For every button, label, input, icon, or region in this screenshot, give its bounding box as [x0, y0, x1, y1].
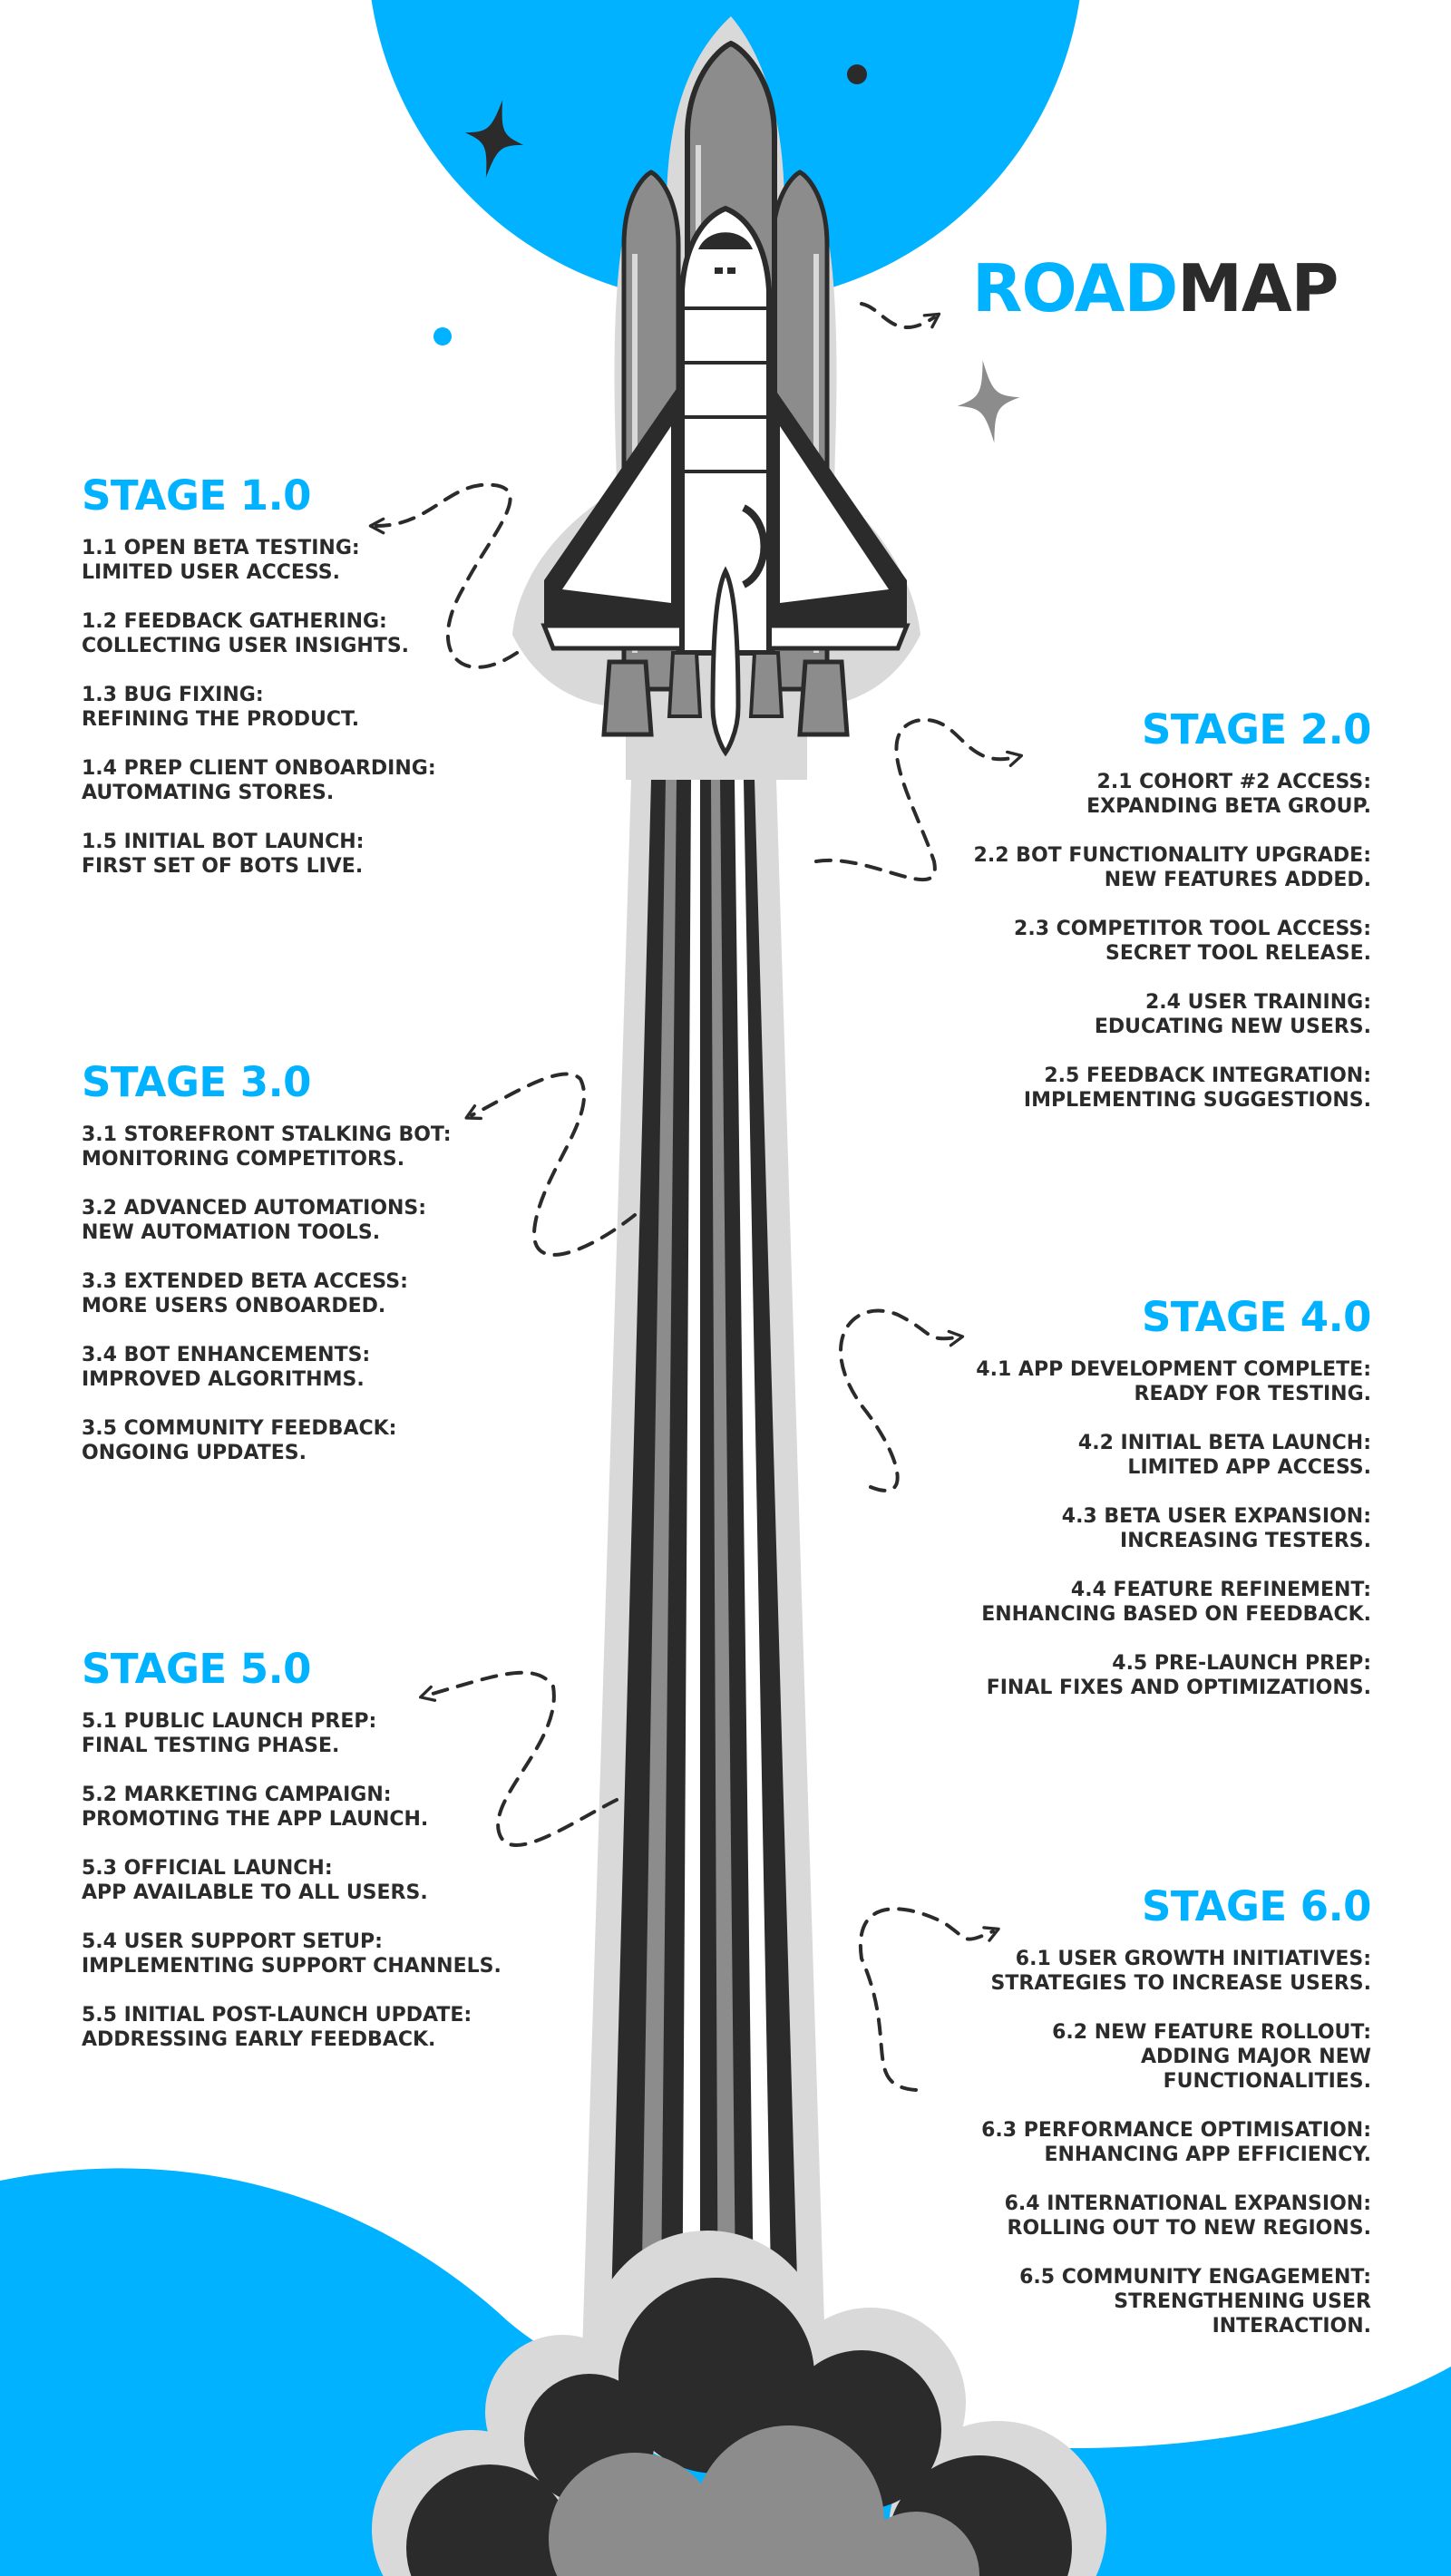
- stage-item: [900, 770, 1371, 819]
- stage-title: STAGE 1.0: [82, 471, 311, 520]
- item-description: APP AVAILABLE TO ALL USERS.: [82, 1881, 428, 1904]
- roadmap-title: [972, 250, 1339, 326]
- stage-title: STAGE 3.0: [82, 1058, 311, 1106]
- item-description: AUTOMATING STORES.: [82, 782, 335, 804]
- item-heading: 4.4 FEATURE REFINEMENT:: [1070, 1579, 1371, 1601]
- item-heading: 6.2 NEW FEATURE ROLLOUT:: [1052, 2021, 1371, 2044]
- item-heading: 1.4 PREP CLIENT ONBOARDING:: [82, 757, 436, 780]
- stage-section-2: [900, 705, 1371, 1137]
- stage-item: [82, 1783, 553, 1832]
- stage-item: [900, 1064, 1371, 1113]
- stage-item: [900, 1504, 1371, 1553]
- stage-item: [82, 756, 553, 805]
- item-heading: 2.1 COHORT #2 ACCESS:: [1096, 771, 1371, 793]
- item-description: SECRET TOOL RELEASE.: [1105, 942, 1371, 965]
- item-description: STRATEGIES TO INCREASE USERS.: [990, 1972, 1371, 1995]
- item-heading: 5.5 INITIAL POST-LAUNCH UPDATE:: [82, 2004, 472, 2027]
- item-heading: 6.3 PERFORMANCE OPTIMISATION:: [981, 2119, 1371, 2142]
- item-heading: 5.4 USER SUPPORT SETUP:: [82, 1930, 383, 1953]
- item-description: REFINING THE PRODUCT.: [82, 708, 360, 731]
- item-description: MONITORING COMPETITORS.: [82, 1148, 405, 1171]
- stage-item: [82, 1709, 553, 1758]
- stage-section-4: [900, 1293, 1371, 1725]
- stage-item: [900, 990, 1371, 1039]
- stage-item: [82, 2003, 553, 2052]
- item-heading: 5.2 MARKETING CAMPAIGN:: [82, 1784, 392, 1806]
- stage-item: [900, 2265, 1371, 2338]
- stage-item: [900, 843, 1371, 892]
- stage-item: [900, 2118, 1371, 2167]
- item-heading: 3.2 ADVANCED AUTOMATIONS:: [82, 1197, 427, 1220]
- item-heading: 1.5 INITIAL BOT LAUNCH:: [82, 831, 365, 853]
- stage-item: [900, 2192, 1371, 2241]
- sparkle-icon: [951, 356, 1025, 448]
- item-description-continued: INTERACTION.: [1212, 2315, 1371, 2338]
- stage-item: [900, 1947, 1371, 1996]
- item-description: IMPROVED ALGORITHMS.: [82, 1368, 365, 1391]
- item-description: IMPLEMENTING SUPPORT CHANNELS.: [82, 1955, 502, 1978]
- item-description: EDUCATING NEW USERS.: [1094, 1016, 1371, 1038]
- item-description: EXPANDING BETA GROUP.: [1086, 795, 1371, 818]
- stage-item: [900, 917, 1371, 966]
- dot-icon: [847, 64, 867, 84]
- item-description: READY FOR TESTING.: [1134, 1383, 1371, 1405]
- item-heading: 1.2 FEEDBACK GATHERING:: [82, 610, 387, 633]
- item-heading: 6.1 USER GROWTH INITIATIVES:: [1015, 1948, 1371, 1970]
- dot-icon: [930, 209, 948, 227]
- item-description: NEW AUTOMATION TOOLS.: [82, 1221, 381, 1244]
- item-description: ENHANCING APP EFFICIENCY.: [1044, 2143, 1371, 2166]
- item-heading: 2.2 BOT FUNCTIONALITY UPGRADE:: [973, 844, 1371, 867]
- item-heading: 2.4 USER TRAINING:: [1145, 991, 1371, 1014]
- stage-section-6: [900, 1882, 1371, 2363]
- item-heading: 6.4 INTERNATIONAL EXPANSION:: [1004, 2192, 1371, 2215]
- item-heading: 5.3 OFFICIAL LAUNCH:: [82, 1857, 333, 1880]
- item-heading: 4.1 APP DEVELOPMENT COMPLETE:: [976, 1358, 1371, 1381]
- item-heading: 4.2 INITIAL BETA LAUNCH:: [1077, 1432, 1371, 1454]
- exhaust-trail: [580, 780, 827, 2412]
- item-heading: 3.4 BOT ENHANCEMENTS:: [82, 1344, 371, 1366]
- item-heading: 2.3 COMPETITOR TOOL ACCESS:: [1014, 918, 1371, 940]
- stage-item: [900, 2020, 1371, 2094]
- item-description: FINAL FIXES AND OPTIMIZATIONS.: [986, 1677, 1371, 1699]
- item-description: ENHANCING BASED ON FEEDBACK.: [981, 1603, 1371, 1626]
- item-description: ADDING MAJOR NEW: [1141, 2046, 1371, 2068]
- item-heading: 1.3 BUG FIXING:: [82, 684, 264, 706]
- item-heading: 1.1 OPEN BETA TESTING:: [82, 537, 360, 559]
- item-description: COLLECTING USER INSIGHTS.: [82, 635, 410, 657]
- stage-title: STAGE 5.0: [82, 1645, 311, 1693]
- stage-title: STAGE 4.0: [1142, 1293, 1371, 1341]
- title-road-part: ROAD: [972, 250, 1178, 326]
- item-description: STRENGTHENING USER: [1114, 2290, 1371, 2313]
- item-description: FIRST SET OF BOTS LIVE.: [82, 855, 364, 878]
- stage-item: [82, 1856, 553, 1905]
- item-heading: 4.3 BETA USER EXPANSION:: [1061, 1505, 1371, 1528]
- item-description: PROMOTING THE APP LAUNCH.: [82, 1808, 429, 1831]
- item-description-continued: FUNCTIONALITIES.: [1163, 2070, 1371, 2093]
- stage-item: [82, 1343, 553, 1392]
- item-description: IMPLEMENTING SUGGESTIONS.: [1023, 1089, 1371, 1112]
- stage-title: STAGE 6.0: [1142, 1882, 1371, 1930]
- item-description: ROLLING OUT TO NEW REGIONS.: [1007, 2217, 1371, 2240]
- stage-section-5: [82, 1645, 553, 2076]
- stage-item: [82, 536, 553, 585]
- item-heading: 6.5 COMMUNITY ENGAGEMENT:: [1019, 2266, 1371, 2289]
- item-heading: 2.5 FEEDBACK INTEGRATION:: [1044, 1064, 1371, 1087]
- item-description: ONGOING UPDATES.: [82, 1442, 307, 1464]
- item-heading: 3.1 STOREFRONT STALKING BOT:: [82, 1123, 452, 1146]
- stage-item: [900, 1651, 1371, 1700]
- stage-item: [900, 1357, 1371, 1406]
- item-description: FINAL TESTING PHASE.: [82, 1735, 340, 1757]
- item-description: ADDRESSING EARLY FEEDBACK.: [82, 2028, 436, 2051]
- title-map-part: MAP: [1177, 250, 1339, 326]
- stage-item: [82, 1930, 553, 1978]
- item-description: NEW FEATURES ADDED.: [1104, 869, 1371, 891]
- stage-item: [82, 683, 553, 732]
- stage-item: [82, 1416, 553, 1465]
- item-description: MORE USERS ONBOARDED.: [82, 1295, 386, 1317]
- stage-item: [82, 609, 553, 658]
- stage-item: [82, 1269, 553, 1318]
- dashed-arrow-icon: [862, 304, 934, 327]
- stage-item: [900, 1578, 1371, 1627]
- stage-title: STAGE 2.0: [1142, 705, 1371, 753]
- dot-icon: [433, 327, 452, 345]
- stage-item: [900, 1431, 1371, 1480]
- item-description: INCREASING TESTERS.: [1120, 1530, 1371, 1552]
- item-heading: 4.5 PRE-LAUNCH PREP:: [1112, 1652, 1371, 1675]
- stage-item: [82, 1196, 553, 1245]
- stage-section-3: [82, 1058, 553, 1490]
- item-heading: 3.3 EXTENDED BETA ACCESS:: [82, 1270, 408, 1293]
- stage-item: [82, 1123, 553, 1171]
- item-description: LIMITED APP ACCESS.: [1127, 1456, 1371, 1479]
- item-description: LIMITED USER ACCESS.: [82, 561, 340, 584]
- stage-item: [82, 830, 553, 879]
- item-heading: 3.5 COMMUNITY FEEDBACK:: [82, 1417, 397, 1440]
- stage-section-1: [82, 471, 553, 903]
- item-heading: 5.1 PUBLIC LAUNCH PREP:: [82, 1710, 377, 1733]
